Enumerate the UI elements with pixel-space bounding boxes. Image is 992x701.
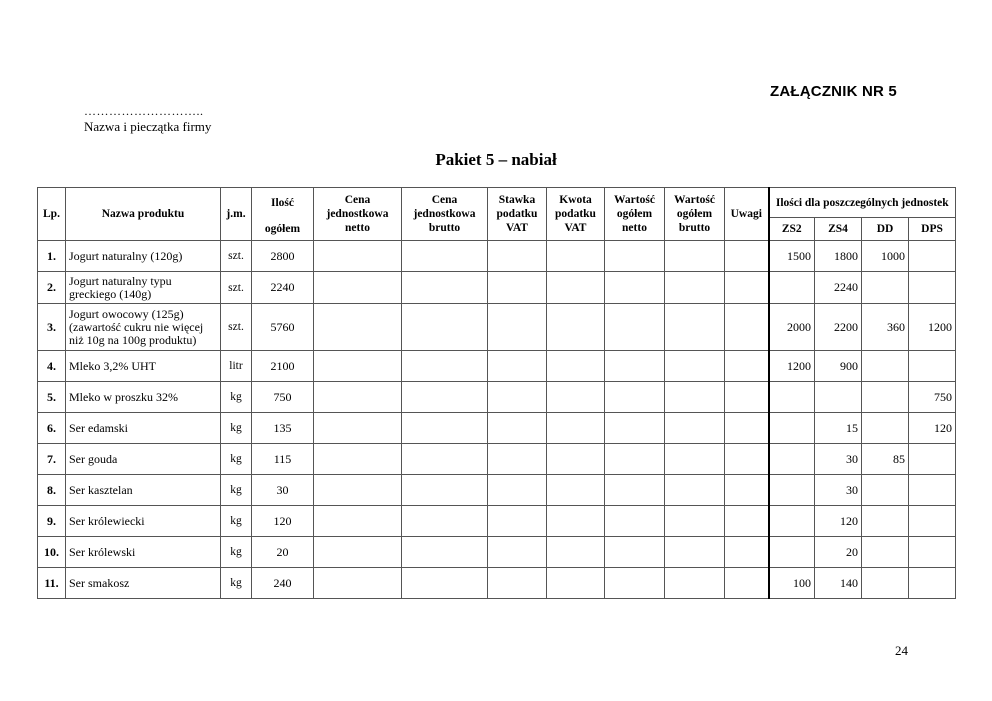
row-vat-rate	[488, 475, 547, 506]
row-quantity: 135	[252, 413, 314, 444]
products-table	[37, 187, 956, 599]
row-gross-price	[402, 351, 488, 382]
row-product-name: Ser gouda	[66, 444, 221, 475]
row-qty-zs2: 2000	[769, 304, 815, 351]
row-qty-zs4: 140	[815, 568, 862, 599]
row-net-price	[314, 241, 402, 272]
row-quantity: 120	[252, 506, 314, 537]
row-net-price	[314, 351, 402, 382]
col-header-dd: DD	[862, 218, 909, 241]
table-row	[38, 304, 956, 351]
row-notes	[725, 537, 769, 568]
row-total-net	[605, 506, 665, 537]
table-row	[38, 241, 956, 272]
col-header-net-price: Cena jednostkowa netto	[314, 188, 402, 241]
row-quantity: 115	[252, 444, 314, 475]
row-qty-zs4: 120	[815, 506, 862, 537]
row-notes	[725, 382, 769, 413]
firm-stamp-label: Nazwa i pieczątka firmy	[84, 119, 212, 134]
table-row	[38, 506, 956, 537]
row-product-name: Mleko 3,2% UHT	[66, 351, 221, 382]
row-notes	[725, 413, 769, 444]
row-qty-zs4: 15	[815, 413, 862, 444]
row-product-name: Mleko w proszku 32%	[66, 382, 221, 413]
row-total-net	[605, 382, 665, 413]
row-qty-dps	[909, 537, 956, 568]
table-row	[38, 568, 956, 599]
row-total-net	[605, 444, 665, 475]
row-total-gross	[665, 413, 725, 444]
row-qty-dd	[862, 382, 909, 413]
row-product-name: Jogurt owocowy (125g) (zawartość cukru nie więcej niż 10g na 100g produktu)	[66, 304, 221, 351]
row-qty-dd	[862, 413, 909, 444]
row-vat-amount	[547, 304, 605, 351]
row-lp: 7.	[38, 444, 66, 475]
row-qty-dps	[909, 241, 956, 272]
row-lp: 8.	[38, 475, 66, 506]
row-qty-dd	[862, 537, 909, 568]
row-total-net	[605, 475, 665, 506]
row-qty-zs2	[769, 272, 815, 304]
row-qty-zs2	[769, 475, 815, 506]
row-lp: 6.	[38, 413, 66, 444]
row-unit: szt.	[221, 241, 252, 272]
col-header-unit: j.m.	[221, 188, 252, 241]
row-gross-price	[402, 272, 488, 304]
row-lp: 3.	[38, 304, 66, 351]
row-net-price	[314, 304, 402, 351]
signature-dots: ………………………..	[84, 104, 204, 118]
row-gross-price	[402, 568, 488, 599]
row-notes	[725, 272, 769, 304]
row-vat-amount	[547, 506, 605, 537]
row-net-price	[314, 272, 402, 304]
row-unit: kg	[221, 444, 252, 475]
col-header-dps: DPS	[909, 218, 956, 241]
row-vat-rate	[488, 272, 547, 304]
row-unit: kg	[221, 413, 252, 444]
row-unit: kg	[221, 506, 252, 537]
row-qty-dps: 750	[909, 382, 956, 413]
row-qty-zs4: 30	[815, 444, 862, 475]
row-vat-amount	[547, 475, 605, 506]
row-total-gross	[665, 568, 725, 599]
row-vat-rate	[488, 241, 547, 272]
row-gross-price	[402, 304, 488, 351]
row-qty-zs2	[769, 413, 815, 444]
row-total-gross	[665, 304, 725, 351]
row-quantity: 240	[252, 568, 314, 599]
row-total-gross	[665, 351, 725, 382]
row-vat-amount	[547, 272, 605, 304]
table-row	[38, 272, 956, 304]
row-total-net	[605, 413, 665, 444]
row-unit: kg	[221, 475, 252, 506]
row-total-net	[605, 351, 665, 382]
row-lp: 4.	[38, 351, 66, 382]
row-total-gross	[665, 272, 725, 304]
row-total-net	[605, 568, 665, 599]
table-row	[38, 413, 956, 444]
row-qty-dps	[909, 351, 956, 382]
row-vat-rate	[488, 506, 547, 537]
row-total-gross	[665, 506, 725, 537]
col-header-name: Nazwa produktu	[66, 188, 221, 241]
row-qty-zs2: 1200	[769, 351, 815, 382]
table-row	[38, 382, 956, 413]
row-qty-zs4: 1800	[815, 241, 862, 272]
row-product-name: Ser kasztelan	[66, 475, 221, 506]
row-gross-price	[402, 506, 488, 537]
row-notes	[725, 304, 769, 351]
row-qty-dps	[909, 272, 956, 304]
row-unit: szt.	[221, 304, 252, 351]
col-header-lp: Lp.	[38, 188, 66, 241]
row-net-price	[314, 444, 402, 475]
col-header-notes: Uwagi	[725, 188, 769, 241]
row-vat-amount	[547, 413, 605, 444]
row-gross-price	[402, 537, 488, 568]
row-unit: kg	[221, 537, 252, 568]
row-lp: 2.	[38, 272, 66, 304]
row-vat-amount	[547, 444, 605, 475]
row-vat-amount	[547, 351, 605, 382]
col-header-vat-amount: Kwota podatku VAT	[547, 188, 605, 241]
row-vat-amount	[547, 241, 605, 272]
row-product-name: Ser królewski	[66, 537, 221, 568]
page-number: 24	[895, 643, 908, 658]
row-vat-rate	[488, 568, 547, 599]
row-notes	[725, 506, 769, 537]
row-notes	[725, 568, 769, 599]
row-unit: kg	[221, 382, 252, 413]
row-qty-zs4: 30	[815, 475, 862, 506]
row-qty-zs4: 2200	[815, 304, 862, 351]
row-gross-price	[402, 241, 488, 272]
row-quantity: 2100	[252, 351, 314, 382]
row-quantity: 5760	[252, 304, 314, 351]
row-product-name: Jogurt naturalny (120g)	[66, 241, 221, 272]
col-header-total-net: Wartość ogółem netto	[605, 188, 665, 241]
row-quantity: 20	[252, 537, 314, 568]
row-gross-price	[402, 382, 488, 413]
row-qty-zs2	[769, 537, 815, 568]
row-vat-amount	[547, 568, 605, 599]
row-total-gross	[665, 241, 725, 272]
page-title: Pakiet 5 – nabiał	[435, 150, 557, 169]
row-net-price	[314, 413, 402, 444]
row-qty-zs2	[769, 506, 815, 537]
row-total-gross	[665, 444, 725, 475]
col-header-units-group: Ilości dla poszczególnych jednostek	[769, 188, 956, 218]
col-header-zs4: ZS4	[815, 218, 862, 241]
row-quantity: 2800	[252, 241, 314, 272]
row-product-name: Ser edamski	[66, 413, 221, 444]
row-net-price	[314, 537, 402, 568]
row-quantity: 750	[252, 382, 314, 413]
row-vat-rate	[488, 382, 547, 413]
row-qty-dps	[909, 506, 956, 537]
row-lp: 9.	[38, 506, 66, 537]
row-total-gross	[665, 382, 725, 413]
annex-label: ZAŁĄCZNIK NR 5	[770, 83, 897, 100]
row-notes	[725, 241, 769, 272]
row-gross-price	[402, 444, 488, 475]
row-notes	[725, 444, 769, 475]
row-qty-dd: 85	[862, 444, 909, 475]
row-vat-rate	[488, 537, 547, 568]
row-quantity: 2240	[252, 272, 314, 304]
row-total-net	[605, 304, 665, 351]
row-net-price	[314, 475, 402, 506]
row-qty-dd	[862, 272, 909, 304]
row-vat-rate	[488, 304, 547, 351]
row-lp: 10.	[38, 537, 66, 568]
row-lp: 5.	[38, 382, 66, 413]
row-qty-dps	[909, 475, 956, 506]
row-qty-dd	[862, 506, 909, 537]
row-quantity: 30	[252, 475, 314, 506]
row-vat-rate	[488, 351, 547, 382]
row-gross-price	[402, 413, 488, 444]
table-row	[38, 537, 956, 568]
row-net-price	[314, 506, 402, 537]
row-total-net	[605, 241, 665, 272]
col-header-qty-top: Ilość	[252, 188, 314, 218]
row-qty-dps: 120	[909, 413, 956, 444]
row-qty-dps	[909, 444, 956, 475]
row-net-price	[314, 382, 402, 413]
col-header-qty-bottom: ogółem	[252, 218, 314, 241]
table-row	[38, 444, 956, 475]
row-qty-dps	[909, 568, 956, 599]
row-vat-rate	[488, 444, 547, 475]
row-product-name: Ser smakosz	[66, 568, 221, 599]
row-lp: 11.	[38, 568, 66, 599]
row-lp: 1.	[38, 241, 66, 272]
row-gross-price	[402, 475, 488, 506]
col-header-gross-price: Cena jednostkowa brutto	[402, 188, 488, 241]
row-total-gross	[665, 475, 725, 506]
row-notes	[725, 351, 769, 382]
row-qty-zs2: 100	[769, 568, 815, 599]
row-qty-zs4	[815, 382, 862, 413]
row-unit: kg	[221, 568, 252, 599]
col-header-vat-rate: Stawka podatku VAT	[488, 188, 547, 241]
row-qty-zs2	[769, 444, 815, 475]
row-unit: litr	[221, 351, 252, 382]
row-product-name: Jogurt naturalny typu greckiego (140g)	[66, 272, 221, 304]
row-vat-rate	[488, 413, 547, 444]
row-vat-amount	[547, 537, 605, 568]
table-row	[38, 475, 956, 506]
row-product-name: Ser królewiecki	[66, 506, 221, 537]
row-unit: szt.	[221, 272, 252, 304]
row-qty-zs4: 2240	[815, 272, 862, 304]
row-qty-zs2: 1500	[769, 241, 815, 272]
row-total-net	[605, 272, 665, 304]
row-qty-dd	[862, 568, 909, 599]
row-qty-dd: 1000	[862, 241, 909, 272]
col-header-zs2: ZS2	[769, 218, 815, 241]
row-qty-dps: 1200	[909, 304, 956, 351]
row-qty-dd: 360	[862, 304, 909, 351]
row-vat-amount	[547, 382, 605, 413]
row-qty-zs4: 20	[815, 537, 862, 568]
row-qty-zs2	[769, 382, 815, 413]
table-row	[38, 351, 956, 382]
row-qty-dd	[862, 351, 909, 382]
row-qty-dd	[862, 475, 909, 506]
row-net-price	[314, 568, 402, 599]
col-header-total-gross: Wartość ogółem brutto	[665, 188, 725, 241]
row-notes	[725, 475, 769, 506]
row-qty-zs4: 900	[815, 351, 862, 382]
row-total-net	[605, 537, 665, 568]
row-total-gross	[665, 537, 725, 568]
